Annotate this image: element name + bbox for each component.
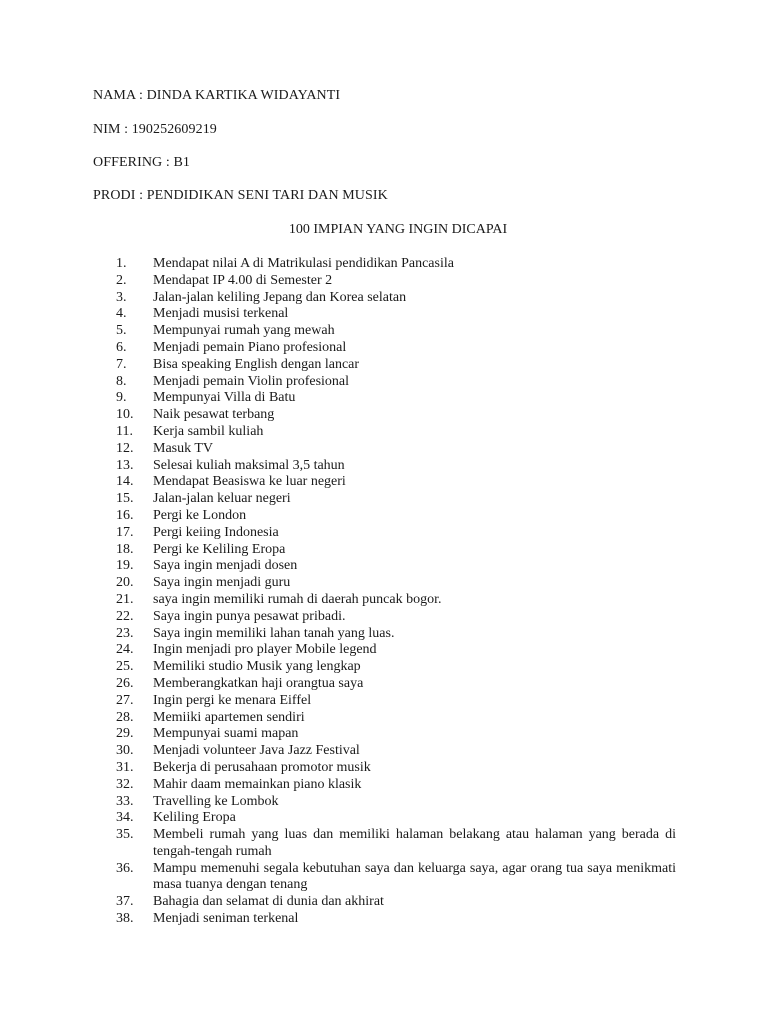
list-item-number (116, 458, 153, 475)
list-item-number-text: 37. (116, 894, 134, 910)
list-item-number-text: 3. (116, 289, 127, 305)
list-item-number-text: 28. (116, 709, 134, 725)
list-item-text: Mendapat nilai A di Matrikulasi pendidikan Pancasila (153, 256, 454, 271)
list-item (116, 911, 676, 928)
list-item (116, 760, 676, 777)
list-item-number (116, 542, 153, 559)
list-item-text: Ingin menjadi pro player Mobile legend (153, 642, 377, 658)
list-item (116, 508, 676, 525)
list-item (116, 710, 676, 727)
list-item (116, 810, 676, 827)
list-item-number (116, 491, 153, 508)
list-item-text: Menjadi volunteer Java Jazz Festival (153, 743, 360, 759)
list-item (116, 861, 676, 895)
list-item-number (116, 760, 153, 777)
list-item-text: Memiiki apartemen sendiri (153, 709, 305, 725)
list-item (116, 441, 676, 458)
name-line: NAMA : DINDA KARTIKA WIDAYANTI (93, 88, 341, 103)
list-item-number (116, 575, 153, 592)
list-item-text: Saya ingin punya pesawat pribadi. (153, 608, 346, 624)
offering-line: OFFERING : B1 (93, 155, 190, 170)
list-item-text: Travelling ke Lombok (153, 793, 279, 809)
list-item (116, 256, 676, 273)
list-item-text: Naik pesawat terbang (153, 407, 275, 423)
list-item-text: Saya ingin memiliki lahan tanah yang luas. (153, 625, 395, 641)
list-item-number-text: 15. (116, 491, 134, 507)
list-item (116, 390, 676, 407)
list-item-number (116, 726, 153, 743)
list-item-number (116, 357, 153, 374)
list-item-number (116, 693, 153, 710)
list-item-number (116, 374, 153, 391)
list-item-text: Keliling Eropa (153, 810, 236, 826)
list-item (116, 542, 676, 559)
list-item (116, 592, 676, 609)
list-item-number-text: 10. (116, 407, 134, 423)
list-item (116, 458, 676, 475)
list-item-number (116, 474, 153, 491)
list-item-text: Saya ingin menjadi dosen (153, 558, 298, 574)
list-item-number-text: 16. (116, 507, 134, 523)
list-item-number-text: 36. (116, 860, 134, 876)
nim-line: NIM : 190252609219 (93, 122, 217, 137)
list-item-number-text: 4. (116, 306, 127, 322)
list-item-text: Bekerja di perusahaan promotor musik (153, 759, 371, 775)
list-item-number (116, 592, 153, 609)
list-item (116, 626, 676, 643)
list-item-number-text: 29. (116, 726, 134, 742)
list-item-text: Menjadi seniman terkenal (153, 911, 299, 927)
list-item-number-text: 17. (116, 524, 134, 540)
list-item (116, 693, 676, 710)
list-item-number-text: 11. (116, 423, 133, 439)
list-item-number-text: 12. (116, 440, 134, 456)
list-item-text: Ingin pergi ke menara Eiffel (153, 692, 312, 708)
list-item (116, 323, 676, 340)
list-item (116, 357, 676, 374)
list-item-number-text: 1. (116, 256, 127, 271)
list-item-number (116, 659, 153, 676)
list-item-number-text: 32. (116, 776, 134, 792)
list-item-number-text: 20. (116, 575, 134, 591)
list-item (116, 676, 676, 693)
list-item-text: Menjadi pemain Violin profesional (153, 373, 350, 389)
dream-list (116, 256, 676, 928)
list-item-number-text: 18. (116, 541, 134, 557)
list-item (116, 273, 676, 290)
list-item-number (116, 626, 153, 643)
list-item (116, 659, 676, 676)
list-item-number (116, 894, 153, 911)
list-item-number (116, 861, 153, 895)
list-item-number (116, 558, 153, 575)
list-item-text: Masuk TV (153, 440, 214, 456)
list-item-text: Mahir daam memainkan piano klasik (153, 776, 362, 792)
prodi-line: PRODI : PENDIDIKAN SENI TARI DAN MUSIK (93, 188, 388, 203)
list-item (116, 306, 676, 323)
list-item (116, 575, 676, 592)
list-item-number (116, 323, 153, 340)
list-item-number-text: 5. (116, 323, 127, 339)
list-item-text: Mempunyai rumah yang mewah (153, 323, 335, 339)
list-item-text: Memiliki studio Musik yang lengkap (153, 659, 361, 675)
list-item-number-text: 19. (116, 558, 134, 574)
list-item-text: Mendapat IP 4.00 di Semester 2 (153, 272, 333, 288)
list-item-number (116, 676, 153, 693)
list-item-number-text: 2. (116, 272, 127, 288)
list-item-number (116, 525, 153, 542)
list-item (116, 777, 676, 794)
list-item-number (116, 827, 153, 861)
list-item-text: Kerja sambil kuliah (153, 423, 264, 439)
list-item-text: Memberangkatkan haji orangtua saya (153, 675, 364, 691)
list-item-number (116, 290, 153, 307)
list-item-text: Pergi ke London (153, 507, 247, 523)
list-item-text: Bisa speaking English dengan lancar (153, 356, 360, 372)
list-item-number-text: 34. (116, 810, 134, 826)
list-item (116, 894, 676, 911)
list-item-number (116, 642, 153, 659)
list-item-text: Mempunyai suami mapan (153, 726, 299, 742)
list-item-number (116, 710, 153, 727)
list-item-number-text: 14. (116, 474, 134, 490)
list-item-text: saya ingin memiliki rumah di daerah puncak bogor. (153, 591, 442, 607)
list-item (116, 340, 676, 357)
list-item-number-text: 7. (116, 356, 127, 372)
list-item-text: Menjadi pemain Piano profesional (153, 339, 347, 355)
list-item-number-text: 25. (116, 659, 134, 675)
list-item-number (116, 273, 153, 290)
list-item (116, 827, 676, 861)
list-item-text: Membeli rumah yang luas dan memiliki halaman belakang atau halaman yang berada di tengah-tengah rumah (153, 827, 676, 859)
list-item-number (116, 609, 153, 626)
list-item-text: Pergi ke Keliling Eropa (153, 541, 286, 557)
list-item-text: Mampu memenuhi segala kebutuhan saya dan keluarga saya, agar orang tua saya menikmati masa tuanya dengan tenang (153, 860, 676, 893)
list-item-number-text: 24. (116, 642, 134, 658)
list-item (116, 558, 676, 575)
list-item-number-text: 6. (116, 339, 127, 355)
list-item-number (116, 390, 153, 407)
list-item (116, 794, 676, 811)
list-item-text: Bahagia dan selamat di dunia dan akhirat (153, 894, 384, 910)
list-item (116, 726, 676, 743)
list-item (116, 491, 676, 508)
document-title: 100 IMPIAN YANG INGIN DICAPAI (288, 222, 508, 237)
list-item-number-text: 26. (116, 675, 134, 691)
list-item-text: Saya ingin menjadi guru (153, 575, 291, 591)
list-item-text: Mendapat Beasiswa ke luar negeri (153, 474, 346, 490)
list-item (116, 642, 676, 659)
list-item-number (116, 743, 153, 760)
list-item (116, 290, 676, 307)
list-item-number (116, 508, 153, 525)
list-item (116, 424, 676, 441)
list-item-text: Pergi keiing Indonesia (153, 524, 279, 540)
list-item-number (116, 340, 153, 357)
list-item-number (116, 911, 153, 928)
list-item-number (116, 407, 153, 424)
list-item-number (116, 424, 153, 441)
list-item-number (116, 441, 153, 458)
list-item (116, 743, 676, 760)
list-item (116, 407, 676, 424)
list-item-number-text: 9. (116, 390, 127, 406)
list-item-number (116, 794, 153, 811)
list-item-number (116, 306, 153, 323)
list-item-number (116, 256, 153, 273)
list-item-number-text: 13. (116, 457, 134, 473)
list-item-number-text: 35. (116, 827, 134, 843)
list-item-number (116, 777, 153, 794)
list-item (116, 374, 676, 391)
list-item-number-text: 27. (116, 692, 134, 708)
list-item (116, 525, 676, 542)
list-item-number-text: 38. (116, 911, 134, 927)
list-item-text: Jalan-jalan keliling Jepang dan Korea selatan (153, 289, 407, 305)
list-item-text: Menjadi musisi terkenal (153, 306, 289, 322)
list-item-number (116, 810, 153, 827)
list-item-number-text: 23. (116, 625, 134, 641)
list-item-number-text: 21. (116, 591, 134, 607)
list-item-text: Selesai kuliah maksimal 3,5 tahun (153, 457, 345, 473)
list-item-number-text: 31. (116, 759, 134, 775)
list-item (116, 609, 676, 626)
list-item (116, 474, 676, 491)
list-item-number-text: 8. (116, 373, 127, 389)
list-item-number-text: 22. (116, 608, 134, 624)
list-item-text: Jalan-jalan keluar negeri (153, 491, 291, 507)
list-item-number-text: 33. (116, 793, 134, 809)
list-item-number-text: 30. (116, 743, 134, 759)
list-item-text: Mempunyai Villa di Batu (153, 390, 296, 406)
